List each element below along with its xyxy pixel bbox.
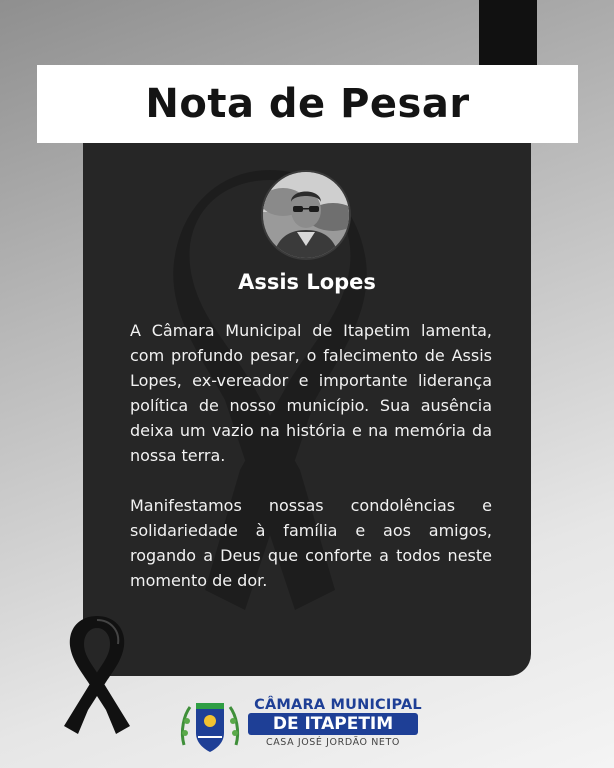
page-title: Nota de Pesar [145,81,470,127]
chamber-logo [170,695,430,755]
condolence-message [130,318,492,618]
portrait-photo [263,172,349,258]
avatar [263,172,349,258]
logo-line-1: CÂMARA MUNICIPAL [254,697,422,713]
municipal-crest-icon [178,697,242,755]
logo-line-2: DE ITAPETIM [248,713,418,735]
message-paragraph: A Câmara Municipal de Itapetim lamenta, com profundo pesar, o falecimento de Assis Lopes, ex-vereador e importante liderança política de nosso município. Sua ausência deixa um vazio na história e na memória da nossa terra. [130,321,492,465]
mourning-ribbon-icon [58,612,136,737]
title-band [37,65,578,143]
message-paragraph: Manifestamos nossas condolências e solidariedade à família e aos amigos, rogando a Deus que conforte a todos neste momento de dor. [130,496,492,590]
logo-line-3: CASA JOSÉ JORDÃO NETO [265,737,401,748]
deceased-name: Assis Lopes [238,270,376,294]
